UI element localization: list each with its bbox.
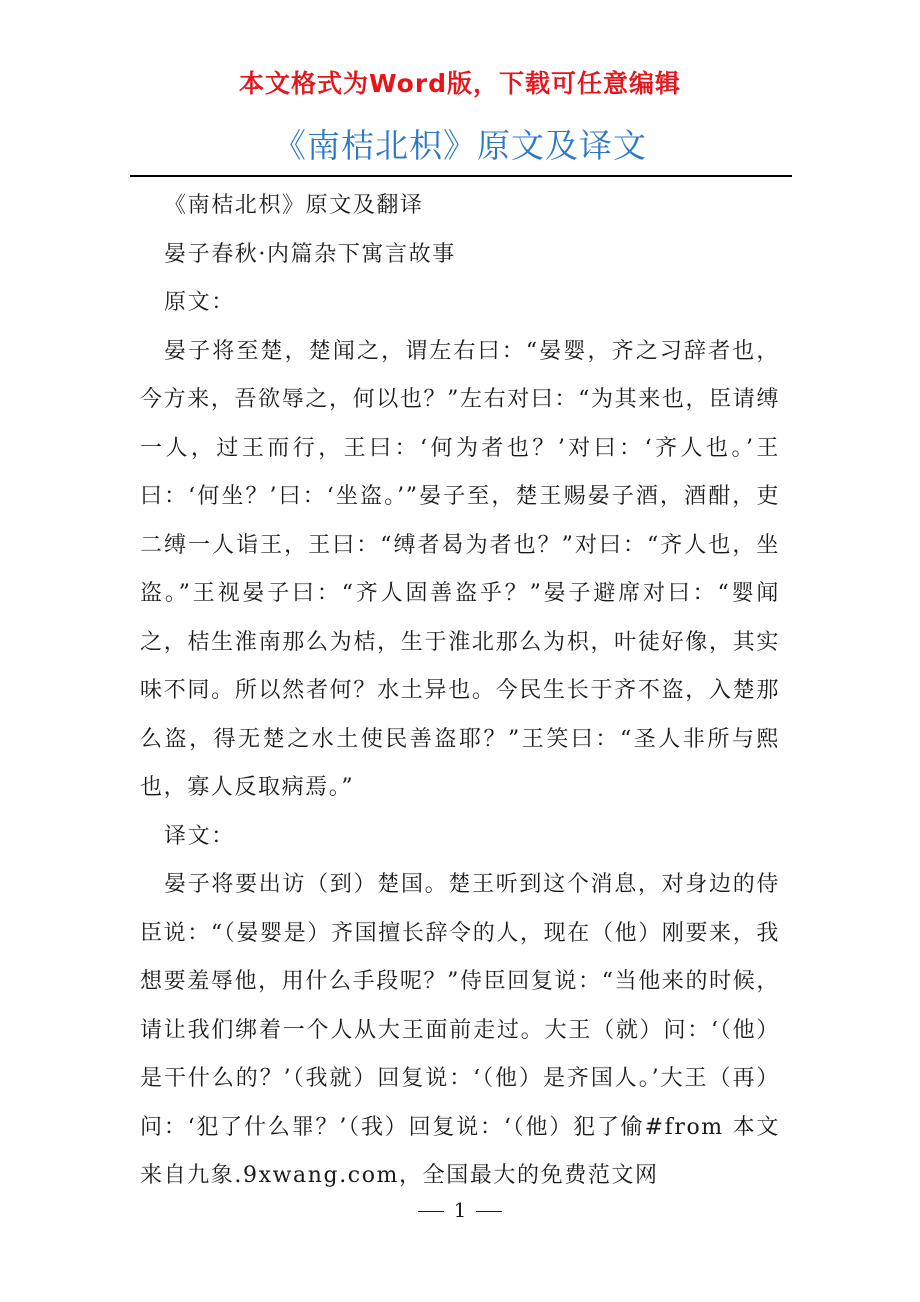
page-footer: [0, 1198, 920, 1222]
original-text-paragraph: 晏子将至楚，楚闻之，谓左右曰：“晏婴，齐之习辞者也，今方来，吾欲辱之，何以也？”左右对曰：“为其来也，臣请缚一人，过王而行，王曰：‘何为者也？’对曰：‘齐人也。’王曰：‘何坐？’曰：‘坐盗。’”晏子至，楚王赐晏子酒，酒酣，吏二缚一人诣王，王曰：“缚者曷为者也？”对曰：“齐人也，坐盗。”王视晏子曰：“齐人固善盗乎？”晏子避席对曰：“婴闻之，桔生淮南那么为桔，生于淮北那么为枳，叶徒好像，其实味不同。所以然者何？水土异也。今民生长于齐不盗，入楚那么盗，得无楚之水土使民善盗耶？”王笑曰：“圣人非所与熙也，寡人反取病焉。”: [140, 338, 780, 800]
document-body: [140, 182, 780, 1201]
footer-dash-right: [476, 1211, 502, 1212]
page-number: 1: [453, 1198, 467, 1222]
translation-text-paragraph: 晏子将要出访（到）楚国。楚王听到这个消息，对身边的侍臣说：“（晏婴是）齐国擅长辞令的人，现在（他）刚要来，我想要羞辱他，用什么手段呢？”侍臣回复说：“当他来的时候，请让我们绑着一个人从大王面前走过。大王（就）问：‘（他）是干什么的？’（我就）回复说：‘（他）是齐国人。’大王（再）问：‘犯了什么罪？’（我）回复说：‘（他）犯了偷#from 本文来自九象.9xwang.com，全国最大的免费范文网: [140, 872, 780, 1188]
translation-heading: 译文：: [164, 823, 235, 849]
original-heading: 原文：: [164, 290, 235, 315]
source-paragraph: 晏子春秋·内篇杂下寓言故事: [164, 241, 456, 267]
format-banner: 本文格式为Word版，下载可任意编辑: [238, 69, 682, 98]
footer-dash-left: [418, 1211, 444, 1212]
document-title: 《南桔北枳》原文及译文: [273, 126, 647, 165]
subtitle-paragraph: 《南桔北枳》原文及翻译: [164, 193, 424, 218]
title-rule: [130, 175, 792, 177]
